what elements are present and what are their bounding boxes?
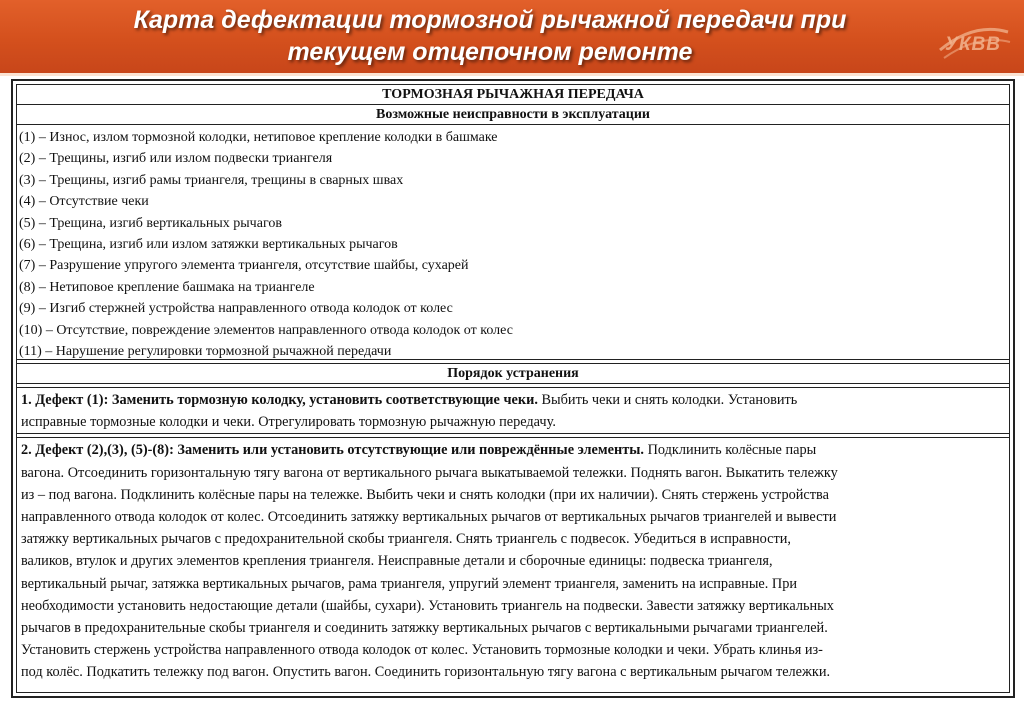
defect-2-line: рычагов в предохранительные скобы триангеля и соединить затяжку вертикальных рычагов с вертикальными рычагами триангелей.: [21, 620, 828, 637]
defect-2-line: [21, 439, 1005, 461]
list-item: (1) – Износ, излом тормозной колодки, нетиповое крепление колодки в башмаке: [19, 130, 498, 145]
slide-header: [0, 0, 1024, 76]
table-title: ТОРМОЗНАЯ РЫЧАЖНАЯ ПЕРЕДАЧА: [17, 85, 1009, 105]
list-item: (3) – Трещины, изгиб рамы триангеля, трещины в сварных швах: [19, 172, 404, 188]
defect-2-line: необходимости установить недостающие детали (шайбы, сухари). Установить триангель на подвески. Завести затяжку вертикальных: [21, 597, 834, 614]
list-item: (7) – Разрушение упругого элемента триангеля, отсутствие шайбы, сухарей: [19, 258, 469, 274]
defect-2-block: [17, 438, 1009, 683]
defect-2-line: Установить стержень устройства направленного отвода колодок от колес. Установить тормозные колодки и чеки. Убрать клинья из-: [21, 642, 823, 659]
list-item: (6) – Трещина, изгиб или излом затяжки вертикальных рычагов: [19, 237, 398, 253]
slide-title-line2: текущем отцепочном ремонте: [287, 38, 693, 66]
list-item: (9) – Изгиб стержней устройства направленного отвода колодок от колес: [19, 301, 453, 317]
list-item: (10) – Отсутствие, повреждение элементов направленного отвода колодок от колес: [19, 322, 513, 338]
defect-2-line: из – под вагона. Подклинить колёсные пары на тележке. Выбить чеки и снять колодки (при их наличии). Снять стержень устройства: [21, 486, 829, 503]
list-item: (4) – Отсутствие чеки: [19, 194, 149, 210]
list-item: (2) – Трещины, изгиб или излом подвески триангеля: [19, 151, 333, 167]
defect-1-text: Выбить чеки и снять колодки. Установить: [541, 392, 798, 408]
defect-2-line: вертикальный рычаг, затяжка вертикальных рычагов, рама триангеля, упругий элемент триангеля, заменить на исправные. При: [21, 575, 798, 592]
slide-title-line1: Карта дефектации тормозной рычажной передачи при: [133, 6, 847, 34]
slide-title: [0, 4, 980, 68]
faults-list: [17, 125, 1009, 360]
defect-2-line: под колёс. Подкатить тележку под вагон. Опустить вагон. Соединить горизонтальную тягу вагона с вертикальным рычагом тележки.: [21, 664, 831, 681]
defect-2-text: Подклинить колёсные пары: [647, 442, 817, 459]
defect-2-line: валиков, втулок и других элементов крепления триангеля. Неисправные детали и сборочные единицы: подвеска триангеля,: [21, 553, 773, 570]
defect-1-line: [21, 389, 1005, 411]
defect-card-inner: [16, 84, 1010, 693]
defect-2-label: 2. Дефект (2),(3), (5)-(8): Заменить или установить отсутствующие или повреждённые элементы.: [21, 442, 644, 459]
list-item: (8) – Нетиповое крепление башмака на триангеле: [19, 279, 315, 295]
procedure-heading: Порядок устранения: [17, 364, 1009, 384]
faults-heading: Возможные неисправности в эксплуатации: [17, 105, 1009, 125]
list-item: (5) – Трещина, изгиб вертикальных рычагов: [19, 215, 282, 231]
defect-2-line: вагона. Отсоединить горизонтальную тягу вагона от вертикального рычага выкатываемой тележки. Поднять вагон. Выкатить тележку: [21, 464, 838, 481]
defect-1-block: [17, 388, 1009, 434]
defect-2-line: направленного отвода колодок от колес. Отсоединить затяжку вертикальных рычагов от вертикальных рычагов триангелей и вывести: [21, 509, 837, 526]
list-item: (11) – Нарушение регулировки тормозной рычажной передачи: [19, 344, 392, 360]
defect-card-table: [11, 79, 1015, 698]
defect-1-label: 1. Дефект (1): Заменить тормозную колодку, установить соответствующие чеки.: [21, 392, 538, 408]
organization-logo: [934, 20, 1012, 64]
logo-text: УКВВ: [945, 34, 1001, 55]
defect-1-line2: исправные тормозные колодки и чеки. Отрегулировать тормозную рычажную передачу.: [21, 414, 556, 431]
defect-2-line: затяжку вертикальных рычагов с предохранительной скобы триангеля. Снять триангель с подвесок. Убедиться в исправности,: [21, 531, 791, 548]
